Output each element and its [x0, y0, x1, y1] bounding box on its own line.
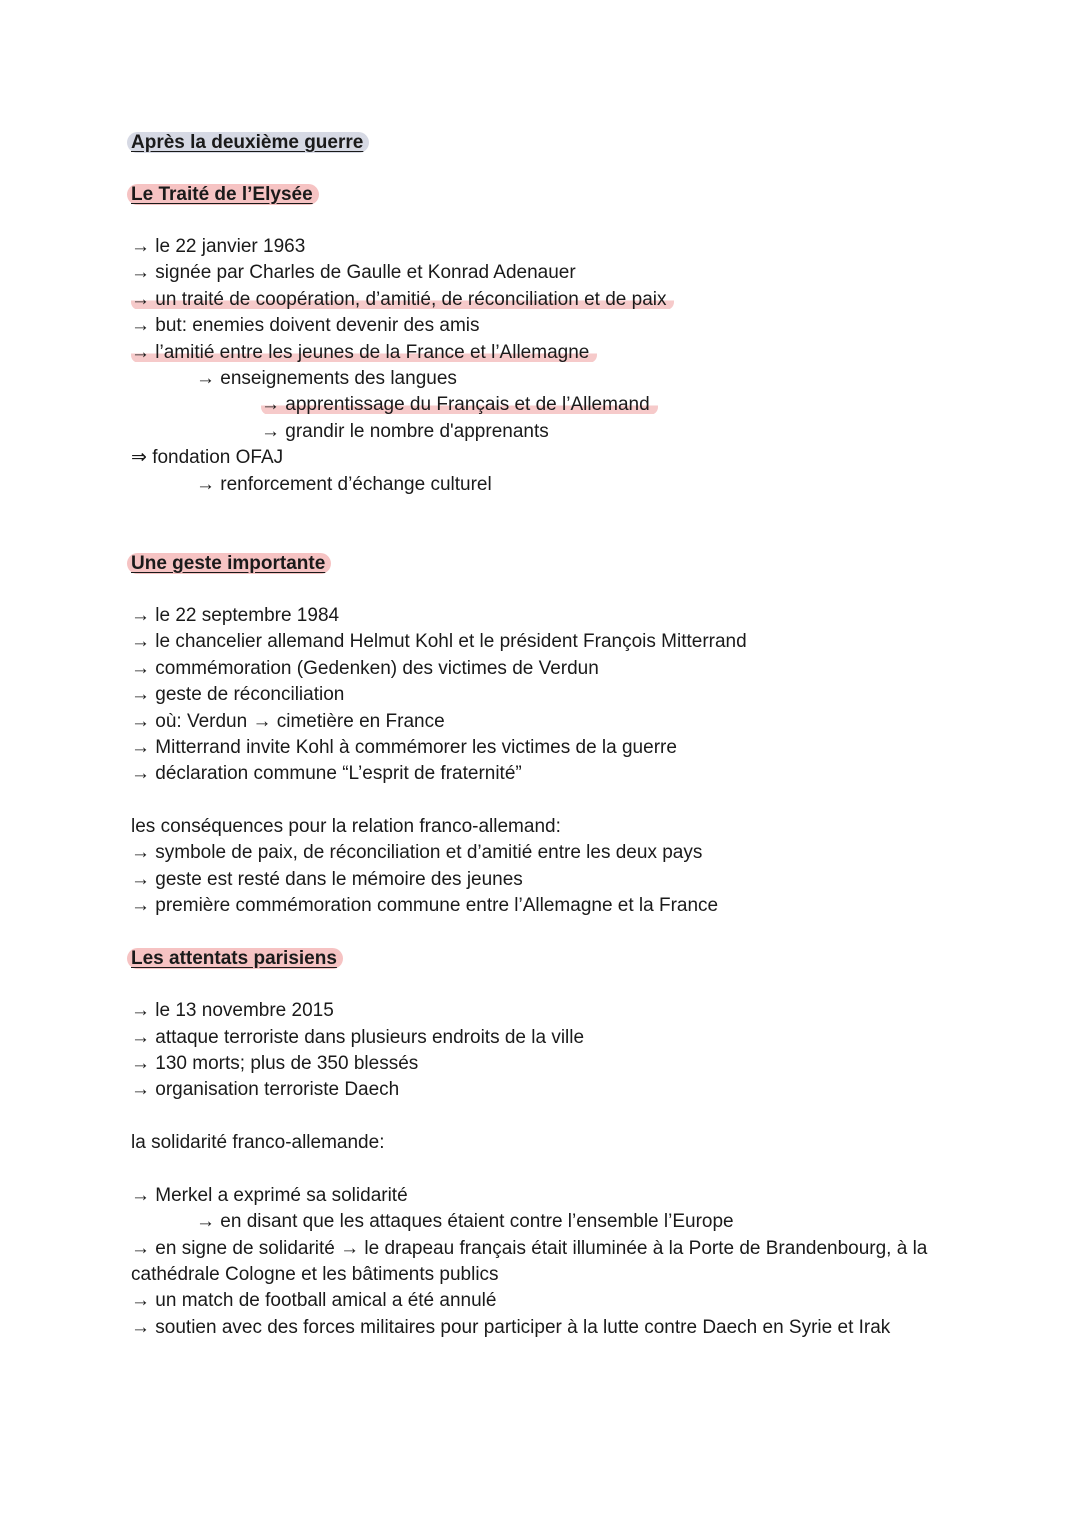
list-item: → but: enemies doivent devenir des amis: [131, 315, 480, 336]
list-item: → renforcement d’échange culturel: [196, 474, 492, 495]
list-item: → le 22 janvier 1963: [131, 236, 306, 257]
section-title-geste-text: Une geste importante: [127, 553, 331, 574]
list-item: → un match de football amical a été annulé: [131, 1290, 497, 1311]
main-title: [131, 130, 369, 156]
list-item: [261, 392, 658, 418]
list-item: → symbole de paix, de réconciliation et d’amitié entre les deux pays: [131, 842, 703, 863]
list-item: → organisation terroriste Daech: [131, 1079, 400, 1100]
section-title-traite-text: Le Traité de l’Elysée: [127, 184, 319, 205]
list-item: → le 22 septembre 1984: [131, 605, 340, 626]
list-item: → grandir le nombre d'apprenants: [261, 421, 549, 442]
list-item: → commémoration (Gedenken) des victimes de Verdun: [131, 658, 599, 679]
section-title-attentats-text: Les attentats parisiens: [127, 948, 343, 969]
list-item: → geste est resté dans le mémoire des jeunes: [131, 869, 523, 890]
highlighted-text: → l’amitié entre les jeunes de la France et l’Allemagne: [131, 342, 597, 363]
list-item: → geste de réconciliation: [131, 684, 345, 705]
list-item: → le chancelier allemand Helmut Kohl et le président François Mitterrand: [131, 631, 747, 652]
list-item: [131, 287, 674, 313]
list-item: → première commémoration commune entre l’Allemagne et la France: [131, 895, 719, 916]
list-item: → en disant que les attaques étaient contre l’ensemble l’Europe: [196, 1211, 734, 1232]
highlighted-text: → apprentissage du Français et de l’Allemand: [261, 394, 658, 415]
list-item: → signée par Charles de Gaulle et Konrad Adenauer: [131, 262, 576, 283]
list-item: → attaque terroriste dans plusieurs endroits de la ville: [131, 1027, 585, 1048]
section-title-traite: [131, 182, 319, 208]
list-item: → déclaration commune “L’esprit de fraternité”: [131, 763, 522, 784]
list-item: [131, 340, 597, 366]
list-item: → en signe de solidarité → le drapeau français était illuminée à la Porte de Brandenbourg, à la cathédrale Cologne et les bâtiments publics: [131, 1238, 928, 1285]
list-item: ⇒ fondation OFAJ: [131, 447, 284, 468]
list-item: → le 13 novembre 2015: [131, 1000, 334, 1021]
highlighted-text: → un traité de coopération, d’amitié, de réconciliation et de paix: [131, 289, 674, 310]
consequences-intro: les conséquences pour la relation franco-allemand:: [131, 816, 561, 837]
list-item: → Merkel a exprimé sa solidarité: [131, 1185, 408, 1206]
section-title-geste: [131, 551, 331, 577]
list-item: → où: Verdun → cimetière en France: [131, 711, 445, 732]
solidarity-intro: la solidarité franco-allemande:: [131, 1132, 385, 1153]
list-item: → Mitterrand invite Kohl à commémorer les victimes de la guerre: [131, 737, 677, 758]
list-item: → soutien avec des forces militaires pour participer à la lutte contre Daech en Syrie et Irak: [131, 1317, 891, 1338]
main-title-text: Après la deuxième guerre: [127, 132, 369, 153]
section-title-attentats: [131, 946, 343, 972]
list-item: → 130 morts; plus de 350 blessés: [131, 1053, 419, 1074]
list-item: → enseignements des langues: [196, 368, 457, 389]
